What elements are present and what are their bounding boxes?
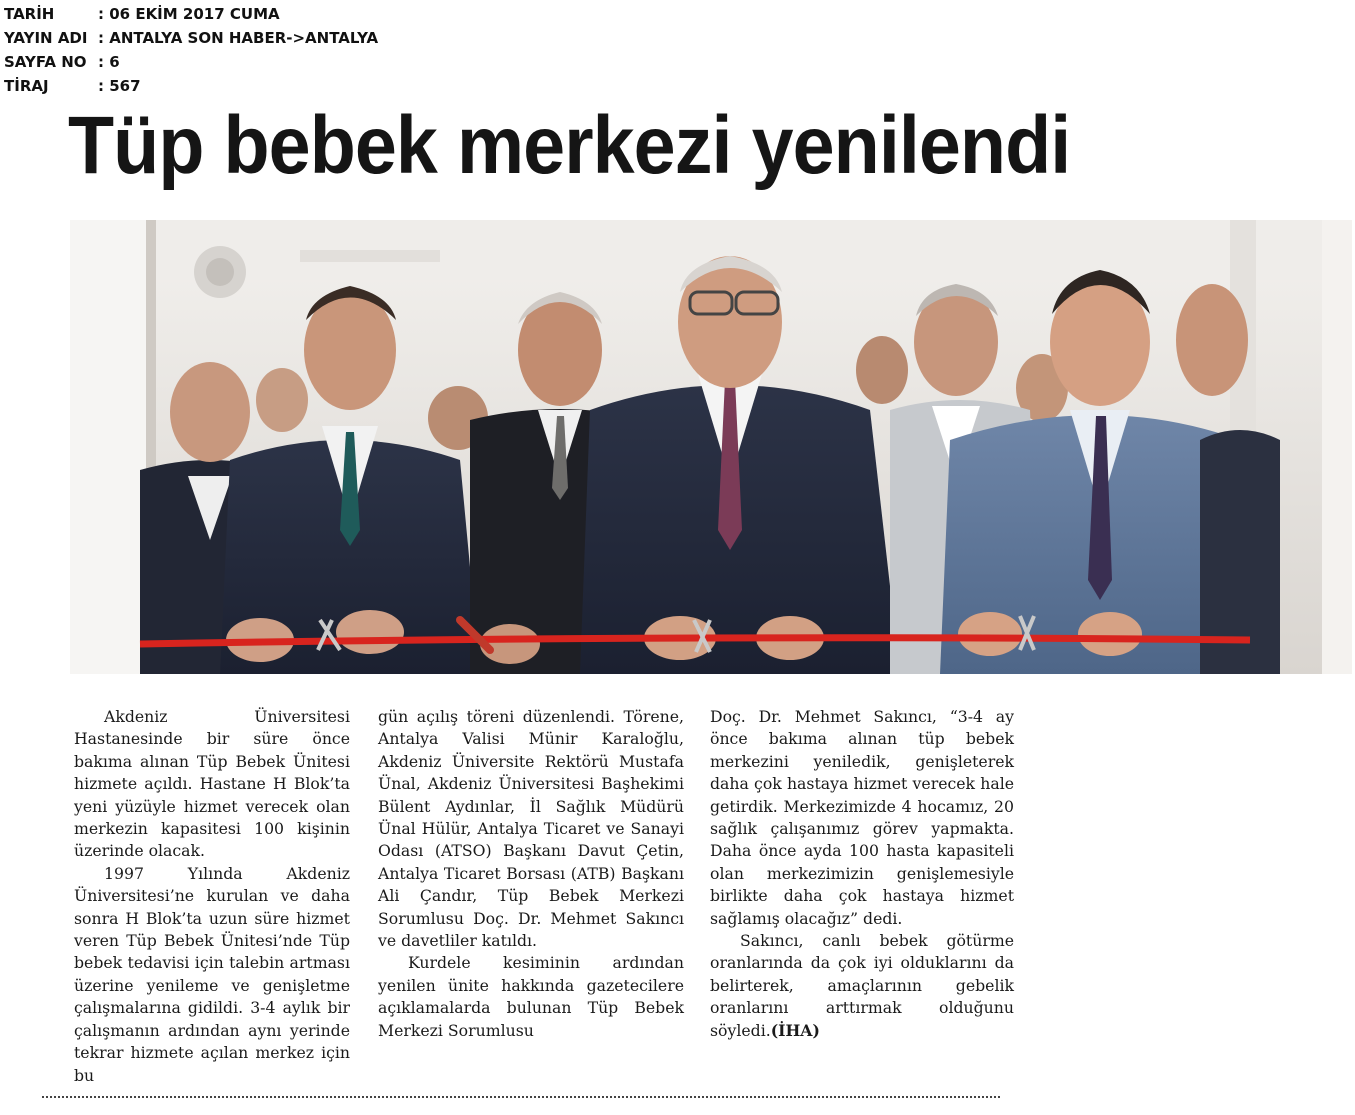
meta-row-page (4, 50, 378, 74)
meta-value: : 567 (98, 77, 141, 95)
meta-key: SAYFA NO (4, 53, 87, 71)
meta-key: TİRAJ (4, 77, 49, 95)
paragraph: Doç. Dr. Mehmet Sakıncı, “3-4 ay önce bakıma alınan tüp bebek merkezini yeniledik, genişleterek daha çok hastaya hizmet verecek hale getirdik. Merkezimizde 4 hocamız, 20 sağlık çalışanımız görev yapmakta. Daha önce ayda 100 hasta kapasiteli olan merkezimizin genişlemesiyle birlikte daha çok hastaya hizmet sağlamış olacağız” dedi. (710, 707, 1014, 928)
news-agency-credit: (İHA) (770, 1020, 820, 1040)
paragraph: gün açılış töreni düzenlendi. Törene, Antalya Valisi Münir Karaloğlu, Akdeniz Üniversite Rektörü Mustafa Ünal, Akdeniz Üniversitesi Başhekimi Bülent Aydınlar, İl Sağlık Müdürü Ünal Hülür, Antalya Ticaret ve Sanayi Odası (ATSO) Başkanı Davut Çetin, Antalya Ticaret Borsası (ATB) Başkanı Ali Çandır, Tüp Bebek Merkezi Sorumlusu Doç. Dr. Mehmet Sakıncı ve davetliler katıldı. (378, 707, 684, 951)
article-column-1 (74, 706, 350, 1087)
meta-key: TARİH (4, 5, 55, 23)
article-column-2 (378, 706, 684, 1042)
clipping-metadata (4, 2, 378, 98)
meta-row-publication (4, 26, 378, 50)
paragraph-text: Sakıncı, canlı bebek götürme oranlarında da çok iyi olduklarını da belirterek, amaçlarının gebelik oranlarını arttırmak olduğunu söyledi. (710, 931, 1014, 1040)
paragraph: 1997 Yılında Akdeniz Üniversitesi’ne kurulan ve daha sonra H Blok’ta uzun süre hizmet veren Tüp Bebek Ünitesi’nde Tüp bebek tedavisi için talebin artması üzerine yenileme ve genişletme çalışmalarına gidildi. 3-4 aylık bir çalışmanın ardından aynı yerinde tekrar hizmete açılan merkez için bu (74, 863, 350, 1085)
meta-value: : ANTALYA SON HABER->ANTALYA (98, 29, 379, 47)
paragraph: Akdeniz Üniversitesi Hastanesinde bir süre önce bakıma alınan Tüp Bebek Ünitesi hizmete açıldı. Hastane H Blok’ta yeni yüzüyle hizmet verecek olan merkezin kapasitesi 100 kişinin üzerinde olacak. (74, 707, 350, 861)
meta-value: : 06 EKİM 2017 CUMA (98, 5, 280, 23)
article-column-3 (710, 706, 1014, 1042)
meta-row-circulation (4, 74, 378, 98)
dotted-divider (42, 1096, 1000, 1098)
meta-row-date (4, 2, 378, 26)
meta-key: YAYIN ADI (4, 29, 88, 47)
meta-value: : 6 (98, 53, 120, 71)
article-headline: Tüp bebek merkezi yenilendi (68, 100, 1071, 191)
paragraph: Kurdele kesiminin ardından yenilen ünite hakkında gazetecilere açıklamalarda bulunan Tüp Bebek Merkezi Sorumlusu (378, 953, 684, 1040)
ribbon-cutting-photo (70, 220, 1352, 674)
paragraph (710, 930, 1014, 1042)
